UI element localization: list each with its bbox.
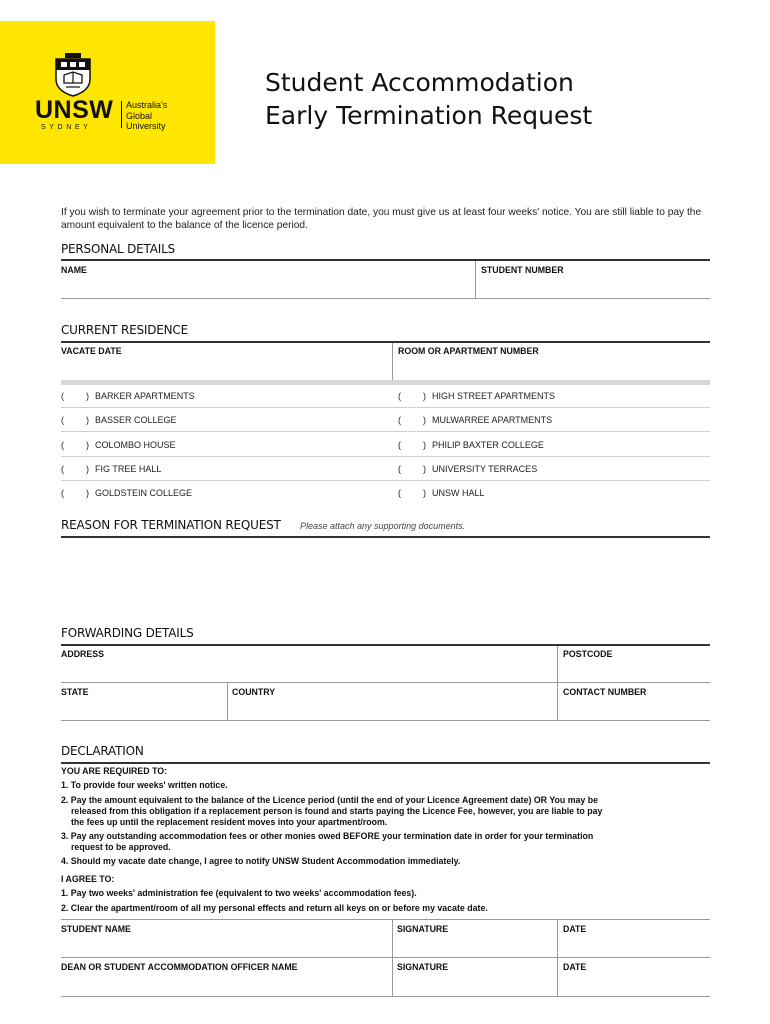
residence-option[interactable] bbox=[61, 412, 361, 430]
residence-option[interactable] bbox=[398, 388, 698, 406]
section-forwarding-heading: FORWARDING DETAILS bbox=[61, 626, 194, 640]
crest-icon bbox=[54, 53, 92, 97]
bracket-close: ) bbox=[86, 439, 89, 450]
brand-divider bbox=[121, 101, 122, 128]
reason-field[interactable] bbox=[61, 538, 710, 618]
vacate-date-label: VACATE DATE bbox=[61, 346, 122, 356]
option-divider bbox=[61, 431, 710, 432]
bracket-open: ( bbox=[61, 488, 64, 499]
officer-date-field[interactable] bbox=[558, 958, 710, 996]
bracket-open: ( bbox=[61, 463, 64, 474]
required-heading: YOU ARE REQUIRED TO: bbox=[61, 766, 168, 776]
contact-number-field[interactable] bbox=[558, 683, 710, 720]
vacate-date-field[interactable] bbox=[61, 343, 392, 380]
date-label: DATE bbox=[563, 924, 587, 934]
bracket-close: ) bbox=[86, 391, 89, 401]
student-number-field[interactable] bbox=[476, 261, 710, 298]
bracket-close: ) bbox=[423, 415, 426, 426]
bracket-open: ( bbox=[61, 415, 64, 426]
bracket-close: ) bbox=[423, 463, 426, 474]
required-item-cont: request to be approved. bbox=[71, 842, 171, 852]
residence-option[interactable] bbox=[61, 485, 361, 503]
tagline-line-3: University bbox=[126, 121, 166, 131]
country-field[interactable] bbox=[228, 683, 557, 720]
residence-option[interactable] bbox=[61, 388, 361, 406]
officer-name-field[interactable] bbox=[61, 958, 392, 996]
student-date-field[interactable] bbox=[558, 920, 710, 957]
signature-label: SIGNATURE bbox=[397, 924, 449, 934]
contact-number-label: CONTACT NUMBER bbox=[563, 687, 647, 697]
field-rule bbox=[61, 996, 710, 997]
residence-option-label: FIG TREE HALL bbox=[95, 463, 162, 474]
agree-heading: I AGREE TO: bbox=[61, 874, 115, 884]
reason-note: Please attach any supporting documents. bbox=[300, 521, 466, 531]
brand-name: UNSW bbox=[35, 96, 114, 124]
brand-city: SYDNEY bbox=[41, 124, 92, 131]
date-label: DATE bbox=[563, 962, 587, 972]
bracket-close: ) bbox=[86, 415, 89, 426]
residence-option-label: PHILIP BAXTER COLLEGE bbox=[432, 439, 544, 450]
section-declaration-heading: DECLARATION bbox=[61, 744, 144, 758]
required-item: 1. To provide four weeks' written notice. bbox=[61, 780, 228, 790]
section-reason-heading: REASON FOR TERMINATION REQUEST bbox=[61, 518, 281, 532]
bracket-close: ) bbox=[86, 488, 89, 499]
student-name-label: STUDENT NAME bbox=[61, 924, 131, 934]
agree-item: 1. Pay two weeks' administration fee (equivalent to two weeks' accommodation fees). bbox=[61, 888, 417, 898]
section-residence-heading: CURRENT RESIDENCE bbox=[61, 323, 188, 337]
bracket-close: ) bbox=[423, 391, 426, 401]
option-divider bbox=[61, 407, 710, 408]
name-label: NAME bbox=[61, 265, 87, 275]
residence-option[interactable] bbox=[398, 461, 698, 479]
bracket-open: ( bbox=[61, 439, 64, 450]
state-field[interactable] bbox=[61, 683, 227, 720]
officer-signature-field[interactable] bbox=[393, 958, 557, 996]
residence-option-label: HIGH STREET APARTMENTS bbox=[432, 391, 556, 401]
address-label: ADDRESS bbox=[61, 649, 105, 659]
postcode-field[interactable] bbox=[558, 646, 710, 682]
required-item-cont: the fees up until the replacement resident moves into your apartment/room. bbox=[71, 817, 388, 827]
officer-name-label: DEAN OR STUDENT ACCOMMODATION OFFICER NAME bbox=[61, 962, 298, 972]
residence-option-label: UNSW HALL bbox=[432, 488, 485, 499]
signature-label: SIGNATURE bbox=[397, 962, 449, 972]
bracket-open: ( bbox=[398, 391, 401, 401]
residence-option[interactable] bbox=[398, 485, 698, 503]
field-rule bbox=[61, 298, 710, 299]
tagline-line-1: Australia's bbox=[126, 100, 168, 110]
bracket-close: ) bbox=[86, 463, 89, 474]
title-line-1: Student Accommodation bbox=[265, 68, 574, 97]
bracket-open: ( bbox=[398, 488, 401, 499]
bracket-open: ( bbox=[398, 439, 401, 450]
residence-option[interactable] bbox=[398, 412, 698, 430]
residence-option-label: GOLDSTEIN COLLEGE bbox=[95, 488, 193, 499]
student-signature-field[interactable] bbox=[393, 920, 557, 957]
required-item: 2. Pay the amount equivalent to the balance of the Licence period (until the end of your Licence Agreement date) OR You may be bbox=[61, 795, 599, 805]
state-label: STATE bbox=[61, 687, 89, 697]
required-item: 4. Should my vacate date change, I agree to notify UNSW Student Accommodation immediately. bbox=[61, 856, 461, 866]
residence-option-label: UNIVERSITY TERRACES bbox=[432, 463, 538, 474]
residence-option[interactable] bbox=[398, 437, 698, 455]
country-label: COUNTRY bbox=[232, 687, 276, 697]
bracket-close: ) bbox=[423, 488, 426, 499]
option-divider bbox=[61, 480, 710, 481]
name-field[interactable] bbox=[61, 261, 475, 298]
bracket-open: ( bbox=[61, 391, 64, 401]
bracket-close: ) bbox=[423, 439, 426, 450]
student-name-field[interactable] bbox=[61, 920, 392, 957]
required-item-cont: released from this obligation if a replacement person is found and starts paying the Licence Fee, however, you are liable to pay bbox=[71, 806, 603, 816]
field-rule bbox=[61, 720, 710, 721]
residence-option[interactable] bbox=[61, 461, 361, 479]
address-field[interactable] bbox=[61, 646, 557, 682]
page-title bbox=[265, 66, 592, 132]
required-item: 3. Pay any outstanding accommodation fees or other monies owed BEFORE your termination date in order for your termination bbox=[61, 831, 594, 841]
brand-tagline bbox=[126, 100, 167, 132]
room-number-label: ROOM OR APARTMENT NUMBER bbox=[398, 346, 539, 356]
grey-band bbox=[61, 380, 710, 385]
residence-option-label: BARKER APARTMENTS bbox=[95, 391, 195, 401]
bracket-open: ( bbox=[398, 415, 401, 426]
intro-text: If you wish to terminate your agreement prior to the termination date, you must give us at least four weeks' notice. You are still liable to pay the amount equivalent to the balance of the licence period. bbox=[61, 207, 702, 231]
residence-option-label: COLOMBO HOUSE bbox=[95, 439, 176, 450]
title-line-2: Early Termination Request bbox=[265, 101, 593, 130]
bracket-open: ( bbox=[398, 463, 401, 474]
residence-option[interactable] bbox=[61, 437, 361, 455]
agree-item: 2. Clear the apartment/room of all my personal effects and return all keys on or before my vacate date. bbox=[61, 903, 488, 913]
postcode-label: POSTCODE bbox=[563, 649, 613, 659]
logo-panel bbox=[0, 21, 215, 164]
option-divider bbox=[61, 456, 710, 457]
residence-option-label: BASSER COLLEGE bbox=[95, 415, 177, 426]
student-number-label: STUDENT NUMBER bbox=[481, 265, 564, 275]
residence-option-label: MULWARREE APARTMENTS bbox=[432, 415, 553, 426]
tagline-line-2: Global bbox=[126, 110, 153, 121]
section-personal-heading: PERSONAL DETAILS bbox=[61, 242, 175, 256]
section-rule bbox=[61, 762, 710, 764]
room-number-field[interactable] bbox=[393, 343, 710, 380]
